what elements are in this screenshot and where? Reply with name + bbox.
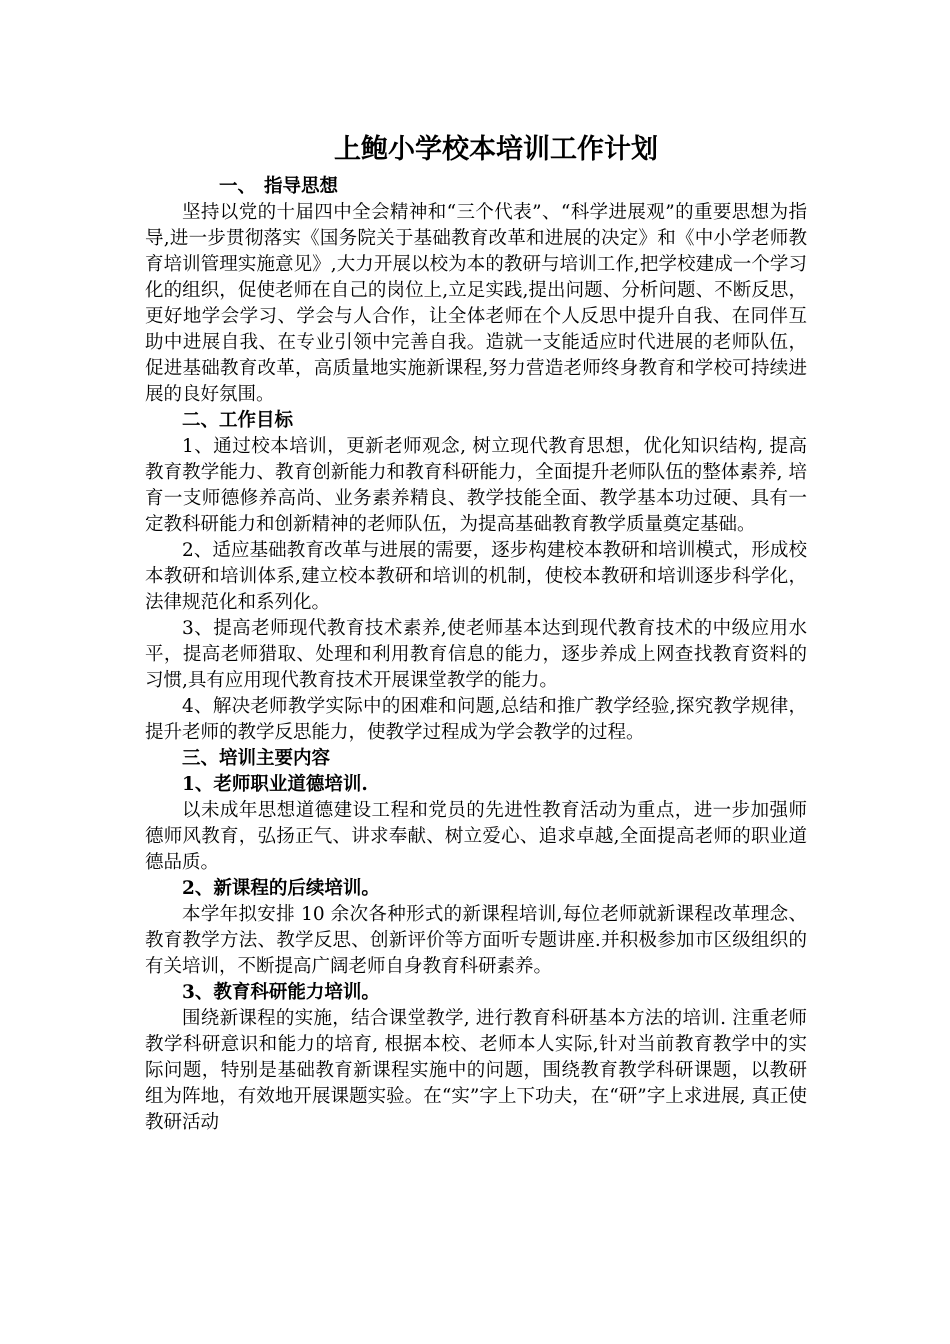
section-3-sub-2-text: 本学年拟安排 10 余次各种形式的新课程培训,每位老师就新课程改革理念、教育教学方法、教学反思、创新评价等方面听专题讲座.并积极参加市区级组织的有关培训，不断提高广阔老师自身教育科研素养。 [145, 904, 807, 977]
document-page [145, 130, 807, 1136]
section-2-item-2: 2、适应基础教育改革与进展的需要，逐步构建校本教研和培训模式，形成校本教研和培训体系,建立校本教研和培训的机制，使校本教研和培训逐步科学化，法律规范化和系列化。 [145, 540, 807, 613]
section-3-sub-1-text: 以未成年思想道德建设工程和党员的先进性教育活动为重点，进一步加强师德师风教育，弘扬正气、讲求奉献、树立爱心、追求卓越,全面提高老师的职业道德品质。 [145, 800, 807, 873]
section-2-item-4: 4、解决老师教学实际中的困难和问题,总结和推广教学经验,探究教学规律，提升老师的教学反思能力，使教学过程成为学会教学的过程。 [145, 696, 807, 743]
section-1-title: 指导思想 [264, 176, 339, 197]
document-title: 上鲍小学校本培训工作计划 [334, 134, 658, 165]
section-2-heading: 二、工作目标 [182, 410, 294, 431]
section-3-sub-2-heading: 2、新课程的后续培训。 [182, 878, 380, 899]
section-2-item-1: 1、通过校本培训，更新老师观念, 树立现代教育思想，优化知识结构, 提高教育教学能力、教育创新能力和教育科研能力，全面提升老师队伍的整体素养, 培育一支师德修养高尚、业务素养精良、教学技能全面、教学基本功过硬、具有一定教科研能力和创新精神的老师队伍，为提高基础教育教学质量奠定基础。 [145, 436, 807, 535]
section-1-heading [145, 174, 807, 200]
section-2-item-3: 3、提高老师现代教育技术素养,使老师基本达到现代教育技术的中级应用水平，提高老师猎取、处理和利用教育信息的能力，逐步养成上网查找教育资料的习惯,具有应用现代教育技术开展课堂教学的能力。 [145, 618, 807, 691]
section-3-heading: 三、培训主要内容 [182, 748, 331, 769]
section-3-sub-3-heading: 3、教育科研能力培训。 [182, 982, 380, 1003]
section-3-sub-3-text: 围绕新课程的实施，结合课堂教学, 进行教育科研基本方法的培训. 注重老师教学科研意识和能力的培育, 根据本校、老师本人实际,针对当前教育教学中的实际问题，特别是基础教育新课程实施中的问题，围绕教育教学科研课题，以教研组为阵地，有效地开展课题实验。在“实”字上下功夫，在“研”字上求进展, 真正使教研活动 [145, 1008, 807, 1133]
section-1-number: 一、 [219, 176, 257, 197]
section-1-paragraph: 坚持以党的十届四中全会精神和“三个代表”、“科学进展观”的重要思想为指导,进一步贯彻落实《国务院关于基础教育改革和进展的决定》和《中小学老师教育培训管理实施意见》,大力开展以校为本的教研与培训工作,把学校建成一个学习化的组织，促使老师在自己的岗位上,立足实践,提出问题、分析问题、不断反思，更好地学会学习、学会与人合作，让全体老师在个人反思中提升自我、在同伴互助中进展自我、在专业引领中完善自我。造就一支能适应时代进展的老师队伍，促进基础教育改革，高质量地实施新课程,努力营造老师终身教育和学校可持续进展的良好氛围。 [145, 202, 807, 405]
section-3-sub-1-heading: 1、老师职业道德培训. [182, 774, 368, 795]
